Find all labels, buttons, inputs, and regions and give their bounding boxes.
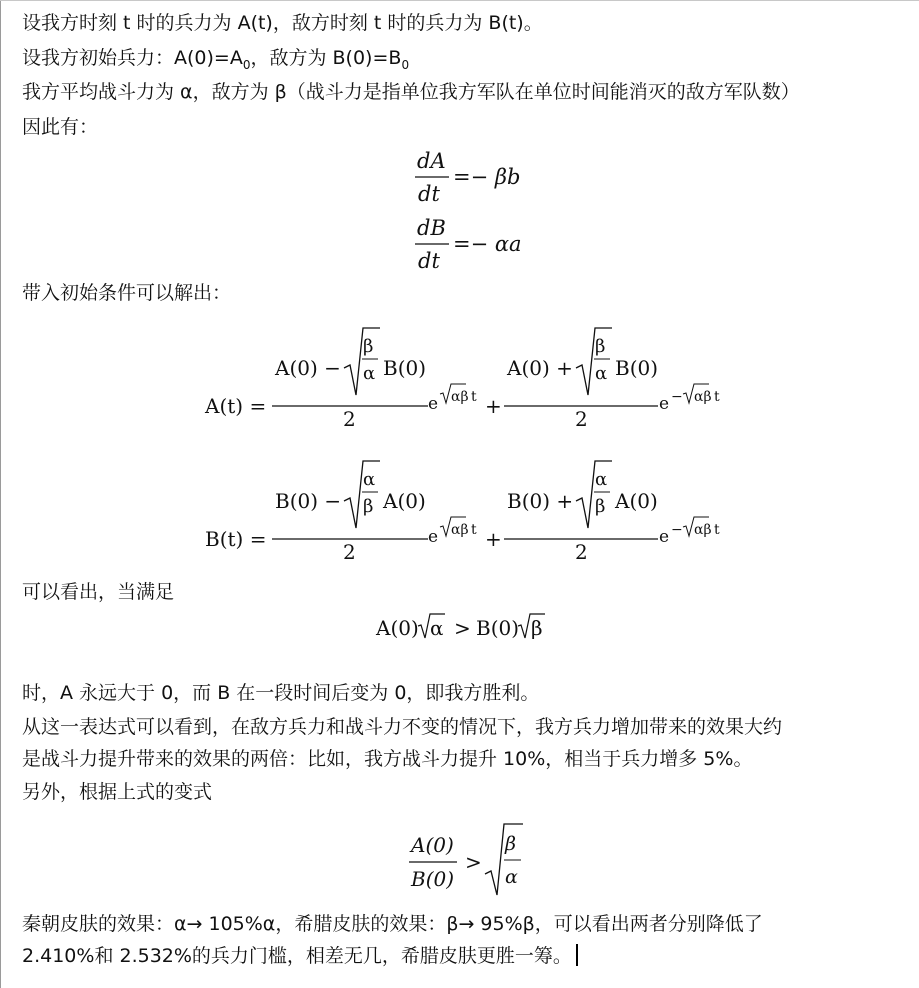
eq5-left: A(0)	[376, 616, 419, 640]
eq3-t1-suffix: B(0)	[383, 356, 427, 380]
equation-6	[405, 820, 535, 900]
eq4-t2-suffix: A(0)	[615, 489, 658, 513]
equation-2	[405, 213, 535, 275]
eq6-frac-num: β	[505, 833, 516, 855]
eq4-t2-exp-base: e	[659, 527, 670, 547]
eq4-t2-exp-minus: −	[671, 522, 683, 538]
page-top-border	[0, 0, 919, 1]
eq3-t2-suffix: B(0)	[615, 356, 659, 380]
eq4-t2-frac-num: α	[595, 469, 608, 490]
eq5-left-rad: α	[430, 616, 444, 640]
paragraph-2	[22, 45, 409, 78]
eq1-rhs: =− βb	[453, 165, 521, 189]
eq1-numerator: dA	[417, 149, 446, 173]
subscript-a0: 0	[242, 57, 251, 72]
eq4-t1-exp-base: e	[428, 527, 439, 547]
paragraph-11: 秦朝皮肤的效果：α→ 105%α，希腊皮肤的效果：β→ 95%β，可以看出两者分别降低了	[22, 913, 763, 935]
paragraph-8: 从这一表达式可以看到，在敌方兵力和战斗力不变的情况下，我方兵力增加带来的效果大约	[22, 716, 783, 738]
eq4-t2-frac-den: β	[595, 496, 606, 517]
eq3-t2-exp-minus: −	[671, 389, 683, 405]
eq3-t1-exp-rad: αβ	[451, 389, 469, 405]
eq3-t2-radical	[576, 328, 612, 395]
paragraph-5: 带入初始条件可以解出：	[22, 282, 232, 304]
eq3-t1-prefix: A(0) −	[275, 356, 341, 380]
eq3-t1-denominator: 2	[343, 407, 356, 431]
eq3-t2-exp-t: t	[714, 389, 720, 405]
eq3-t1-frac-num: β	[363, 336, 374, 357]
eq2-rhs: =− αa	[453, 232, 522, 256]
eq3-t2-exp-rad: αβ	[694, 389, 712, 405]
equation-4	[200, 456, 760, 566]
eq4-t1-frac-den: β	[363, 496, 374, 517]
subscript-b0: 0	[401, 57, 410, 72]
paragraph-12	[22, 943, 578, 969]
eq2-denominator: dt	[418, 249, 440, 273]
eq3-t2-prefix: A(0) +	[507, 356, 573, 380]
eq6-numerator: A(0)	[411, 833, 454, 857]
eq4-t1-prefix: B(0) −	[275, 489, 342, 513]
paragraph-12-text: 2.410%和 2.532%的兵力门槛，相差无几，希腊皮肤更胜一筹。	[22, 945, 572, 967]
eq4-t2-denominator: 2	[575, 540, 588, 564]
eq3-t1-frac-den: α	[363, 363, 376, 384]
equation-5	[372, 608, 572, 648]
eq6-frac-den: α	[505, 866, 518, 888]
eq5-operator: >	[454, 616, 471, 640]
eq3-t1-exp-t: t	[471, 389, 477, 405]
eq3-t2-denominator: 2	[575, 407, 588, 431]
eq4-t2-exp-t: t	[714, 522, 720, 538]
eq3-t2-exp-base: e	[659, 394, 670, 414]
text-cursor	[576, 944, 578, 966]
eq3-plus: +	[485, 394, 502, 418]
equation-1	[405, 146, 535, 208]
paragraph-10: 另外，根据上式的变式	[22, 781, 213, 803]
eq4-t1-frac-num: α	[363, 469, 376, 490]
eq3-t2-frac-num: β	[595, 336, 606, 357]
eq4-t1-suffix: A(0)	[383, 489, 426, 513]
paragraph-2-mid: ，敌方为 B(0)=B	[250, 47, 402, 69]
eq3-t1-radical	[344, 328, 380, 395]
eq4-plus: +	[485, 527, 502, 551]
eq3-t2-frac-den: α	[595, 363, 608, 384]
eq5-right: B(0)	[476, 616, 520, 640]
eq3-t1-exp-base: e	[428, 394, 439, 414]
paragraph-2-text: 设我方初始兵力：A(0)=A	[22, 47, 243, 69]
eq6-denominator: B(0)	[411, 867, 455, 891]
eq4-t2-exp-rad: αβ	[694, 522, 712, 538]
eq5-right-rad: β	[531, 616, 543, 640]
paragraph-7: 时，A 永远大于 0，而 B 在一段时间后变为 0，即我方胜利。	[22, 682, 540, 704]
eq4-t1-exp-t: t	[471, 522, 477, 538]
paragraph-9: 是战斗力提升带来的效果的两倍：比如，我方战斗力提升 10%，相当于兵力增多 5%。	[22, 748, 753, 770]
eq6-operator: >	[465, 850, 482, 874]
eq1-denominator: dt	[418, 182, 440, 206]
eq4-t2-prefix: B(0) +	[507, 489, 574, 513]
eq3-lhs: A(t) =	[205, 394, 267, 418]
eq4-t1-exp-rad: αβ	[451, 522, 469, 538]
paragraph-3: 我方平均战斗力为 α，敌方为 β（战斗力是指单位我方军队在单位时间能消灭的敌方军队数）	[22, 81, 800, 103]
paragraph-1: 设我方时刻 t 时的兵力为 A(t)，敌方时刻 t 时的兵力为 B(t)。	[22, 12, 543, 34]
equation-3	[200, 323, 760, 433]
eq2-numerator: dB	[417, 216, 446, 240]
page-left-border	[0, 0, 1, 988]
eq4-t1-denominator: 2	[343, 540, 356, 564]
paragraph-6: 可以看出，当满足	[22, 581, 175, 603]
paragraph-4: 因此有：	[22, 116, 99, 138]
eq4-lhs: B(t) =	[205, 527, 267, 551]
